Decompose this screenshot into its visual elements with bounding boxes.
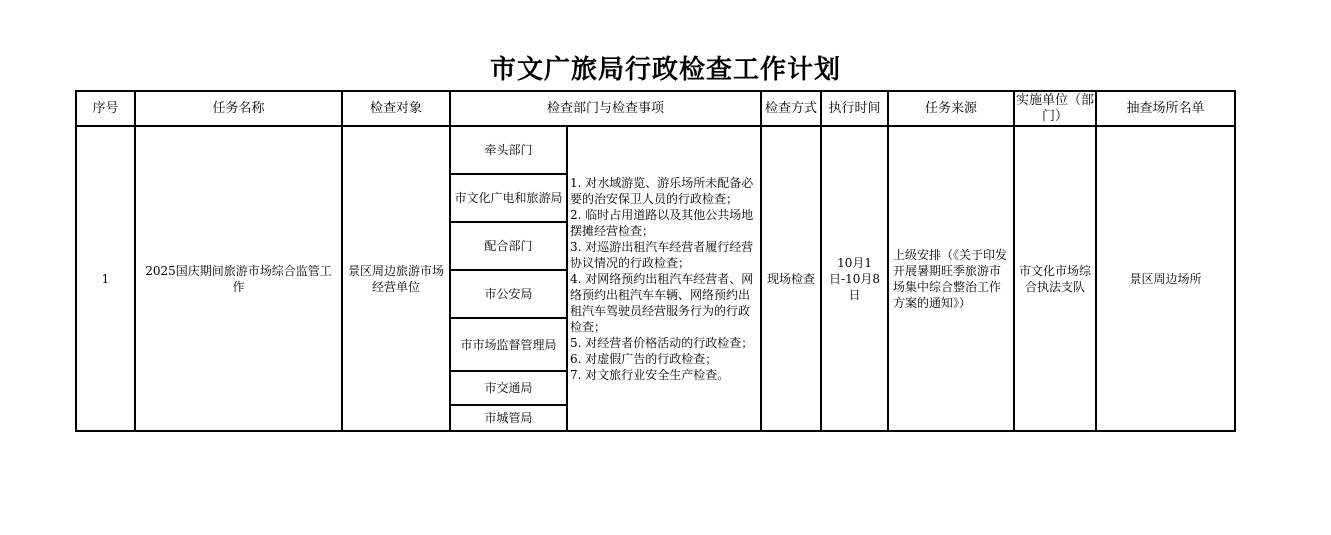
cell-seq: 1 xyxy=(76,126,135,431)
cell-places: 景区周边场所 xyxy=(1096,126,1235,431)
dept-market-regulation: 市市场监督管理局 xyxy=(451,319,566,372)
header-row xyxy=(76,91,1235,126)
cell-target: 景区周边旅游市场经营单位 xyxy=(342,126,450,431)
dept-lead-label: 牵头部门 xyxy=(451,127,566,175)
list-item: 7. 对文旅行业安全生产检查。 xyxy=(570,367,730,382)
cell-time: 10月1日-10月8日 xyxy=(821,126,888,431)
dept-assist-label: 配合部门 xyxy=(451,223,566,271)
cell-method: 现场检查 xyxy=(761,126,821,431)
list-item: 3. 对巡游出租汽车经营者履行经营协议情况的行政检查； xyxy=(570,239,754,270)
header-dept-items: 检查部门与检查事项 xyxy=(450,91,761,126)
header-time: 执行时间 xyxy=(821,91,888,126)
cell-departments xyxy=(450,126,567,431)
cell-source: 上级安排（《关于印发开展暑期旺季旅游市场集中综合整治工作方案的通知》） xyxy=(888,126,1014,431)
list-item: 5. 对经营者价格活动的行政检查； xyxy=(570,335,754,350)
list-item: 4. 对网络预约出租汽车经营者、网络预约出租汽车车辆、网络预约出租汽车驾驶员经营服务行为的行政检查； xyxy=(570,271,754,334)
header-seq: 序号 xyxy=(76,91,135,126)
header-target: 检查对象 xyxy=(342,91,450,126)
header-task-name: 任务名称 xyxy=(135,91,342,126)
list-item: 1. 对水域游览、游乐场所未配备必要的治安保卫人员的行政检查； xyxy=(570,175,754,206)
dept-lead: 市文化广电和旅游局 xyxy=(451,175,566,223)
cell-task-name: 2025国庆期间旅游市场综合监管工作 xyxy=(135,126,342,431)
dept-transport: 市交通局 xyxy=(451,372,566,406)
header-source: 任务来源 xyxy=(888,91,1014,126)
cell-inspection-items xyxy=(567,126,761,431)
list-item: 6. 对虚假广告的行政检查； xyxy=(570,351,718,366)
list-item: 2. 临时占用道路以及其他公共场地摆摊经营检查； xyxy=(570,207,754,238)
dept-urban-management: 市城管局 xyxy=(484,411,533,425)
cell-unit: 市文化市场综合执法支队 xyxy=(1014,126,1096,431)
plan-table xyxy=(75,90,1236,432)
dept-public-security: 市公安局 xyxy=(451,271,566,319)
page-title: 市文广旅局行政检查工作计划 xyxy=(489,55,841,85)
header-places: 抽查场所名单 xyxy=(1096,91,1235,126)
header-unit: 实施单位（部门） xyxy=(1014,91,1096,126)
header-method: 检查方式 xyxy=(761,91,821,126)
table-row xyxy=(76,126,1235,431)
